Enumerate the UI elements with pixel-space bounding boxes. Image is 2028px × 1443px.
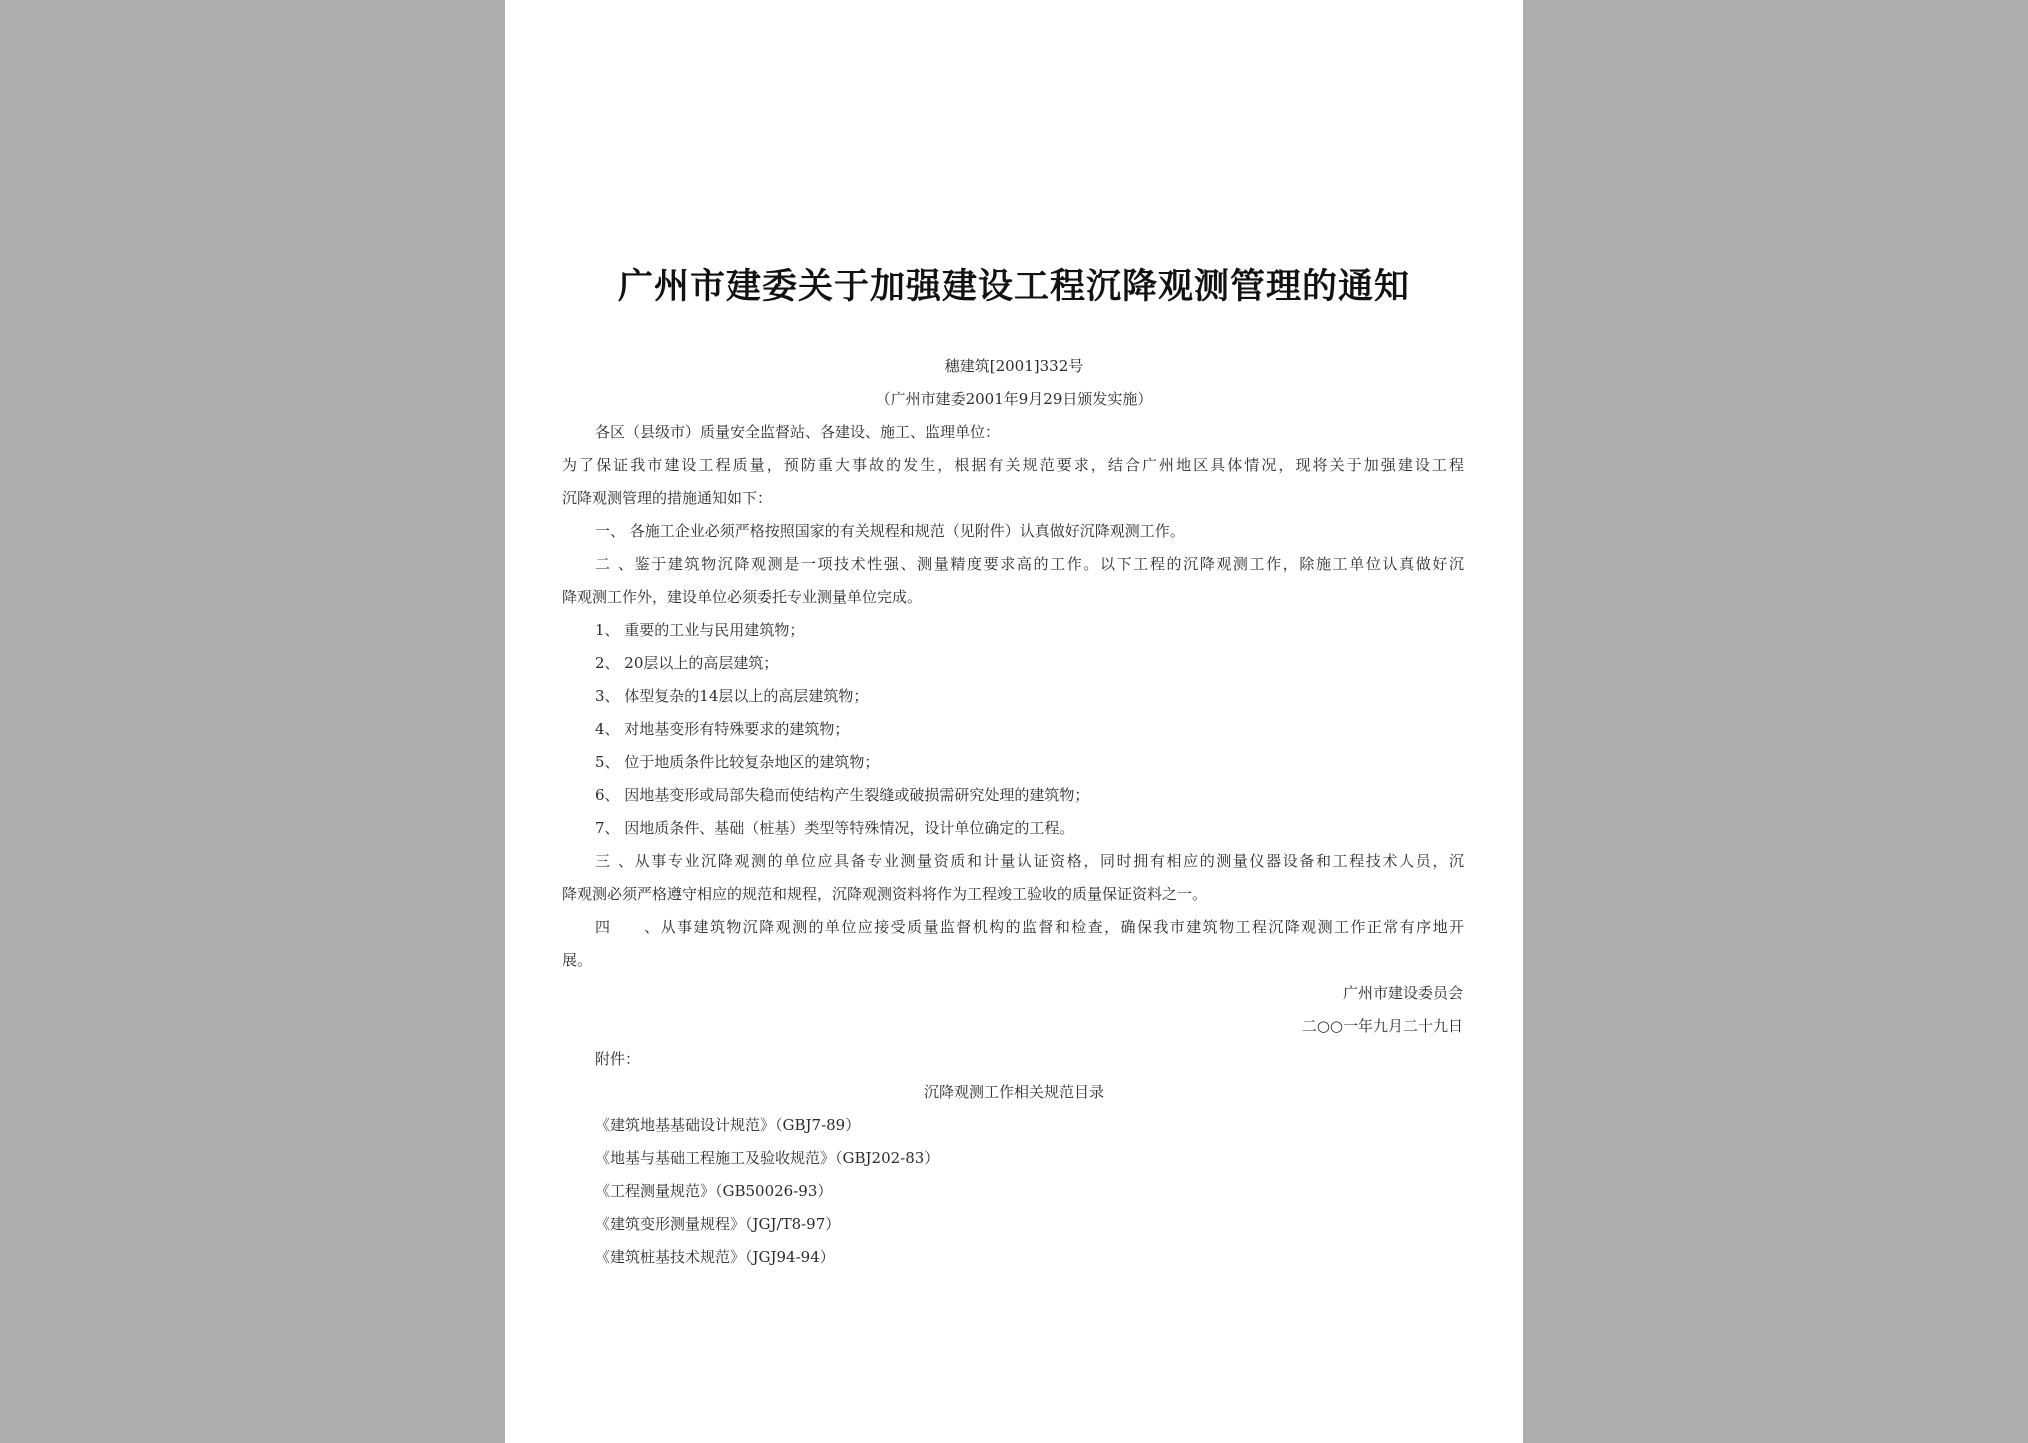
reference-item: 《地基与基础工程施工及验收规范》（GBJ202-83） [595,1149,940,1167]
sub-item-4: 4、 对地基变形有特殊要求的建筑物； [595,720,850,738]
item-2-line-2: 降观测工作外，建设单位必须委托专业测量单位完成。 [562,588,923,606]
document-date: 二○○一年九月二十九日 [1301,1017,1463,1035]
signature: 广州市建设委员会 [1342,984,1463,1002]
document-number: 穗建筑[2001]332号 [944,357,1084,375]
item-4-line-2: 展。 [562,951,593,969]
item-1: 一、 各施工企业必须严格按照国家的有关规程和规范（见附件）认真做好沉降观测工作。 [595,522,1185,540]
item-3-line-1: 三 、从事专业沉降观测的单位应具备专业测量资质和计量认证资格，同时拥有相应的测量仪器设备和工程技术人员，沉 [595,852,1464,870]
reference-item: 《工程测量规范》（GB50026-93） [595,1182,833,1200]
item-4-line-1: 四 、从事建筑物沉降观测的单位应接受质量监督机构的监督和检查，确保我市建筑物工程沉降观测工作正常有序地开 [595,918,1464,936]
reference-item: 《建筑地基基础设计规范》（GBJ7-89） [595,1116,861,1134]
sub-item-5: 5、 位于地质条件比较复杂地区的建筑物； [595,753,880,771]
reference-item: 《建筑桩基技术规范》（JGJ94-94） [595,1248,835,1266]
reference-item: 《建筑变形测量规程》（JGJ/T8-97） [595,1215,841,1233]
salutation: 各区（县级市）质量安全监督站、各建设、施工、监理单位： [595,423,1001,441]
intro-line-1: 为了保证我市建设工程质量，预防重大事故的发生，根据有关规范要求，结合广州地区具体情况，现将关于加强建设工程 [562,456,1464,474]
item-3-line-2: 降观测必须严格遵守相应的规范和规程，沉降观测资料将作为工程竣工验收的质量保证资料之一。 [562,885,1208,903]
attachment-title: 沉降观测工作相关规范目录 [923,1083,1104,1101]
document-title: 广州市建委关于加强建设工程沉降观测管理的通知 [617,266,1410,307]
issue-note: （广州市建委2001年9月29日颁发实施） [875,390,1153,408]
attachment-label: 附件： [595,1050,641,1068]
item-2-line-1: 二 、鉴于建筑物沉降观测是一项技术性强、测量精度要求高的工作。以下工程的沉降观测工作，除施工单位认真做好沉 [595,555,1464,573]
sub-item-3: 3、 体型复杂的14层以上的高层建筑物； [595,687,869,705]
intro-line-2: 沉降观测管理的措施通知如下： [562,489,773,507]
sub-item-7: 7、 因地质条件、基础（桩基）类型等特殊情况，设计单位确定的工程。 [595,819,1075,837]
sub-item-2: 2、 20层以上的高层建筑； [595,654,779,672]
sub-item-6: 6、 因地基变形或局部失稳而使结构产生裂缝或破损需研究处理的建筑物； [595,786,1090,804]
sub-item-1: 1、 重要的工业与民用建筑物； [595,621,805,639]
document-page [505,0,1523,1443]
